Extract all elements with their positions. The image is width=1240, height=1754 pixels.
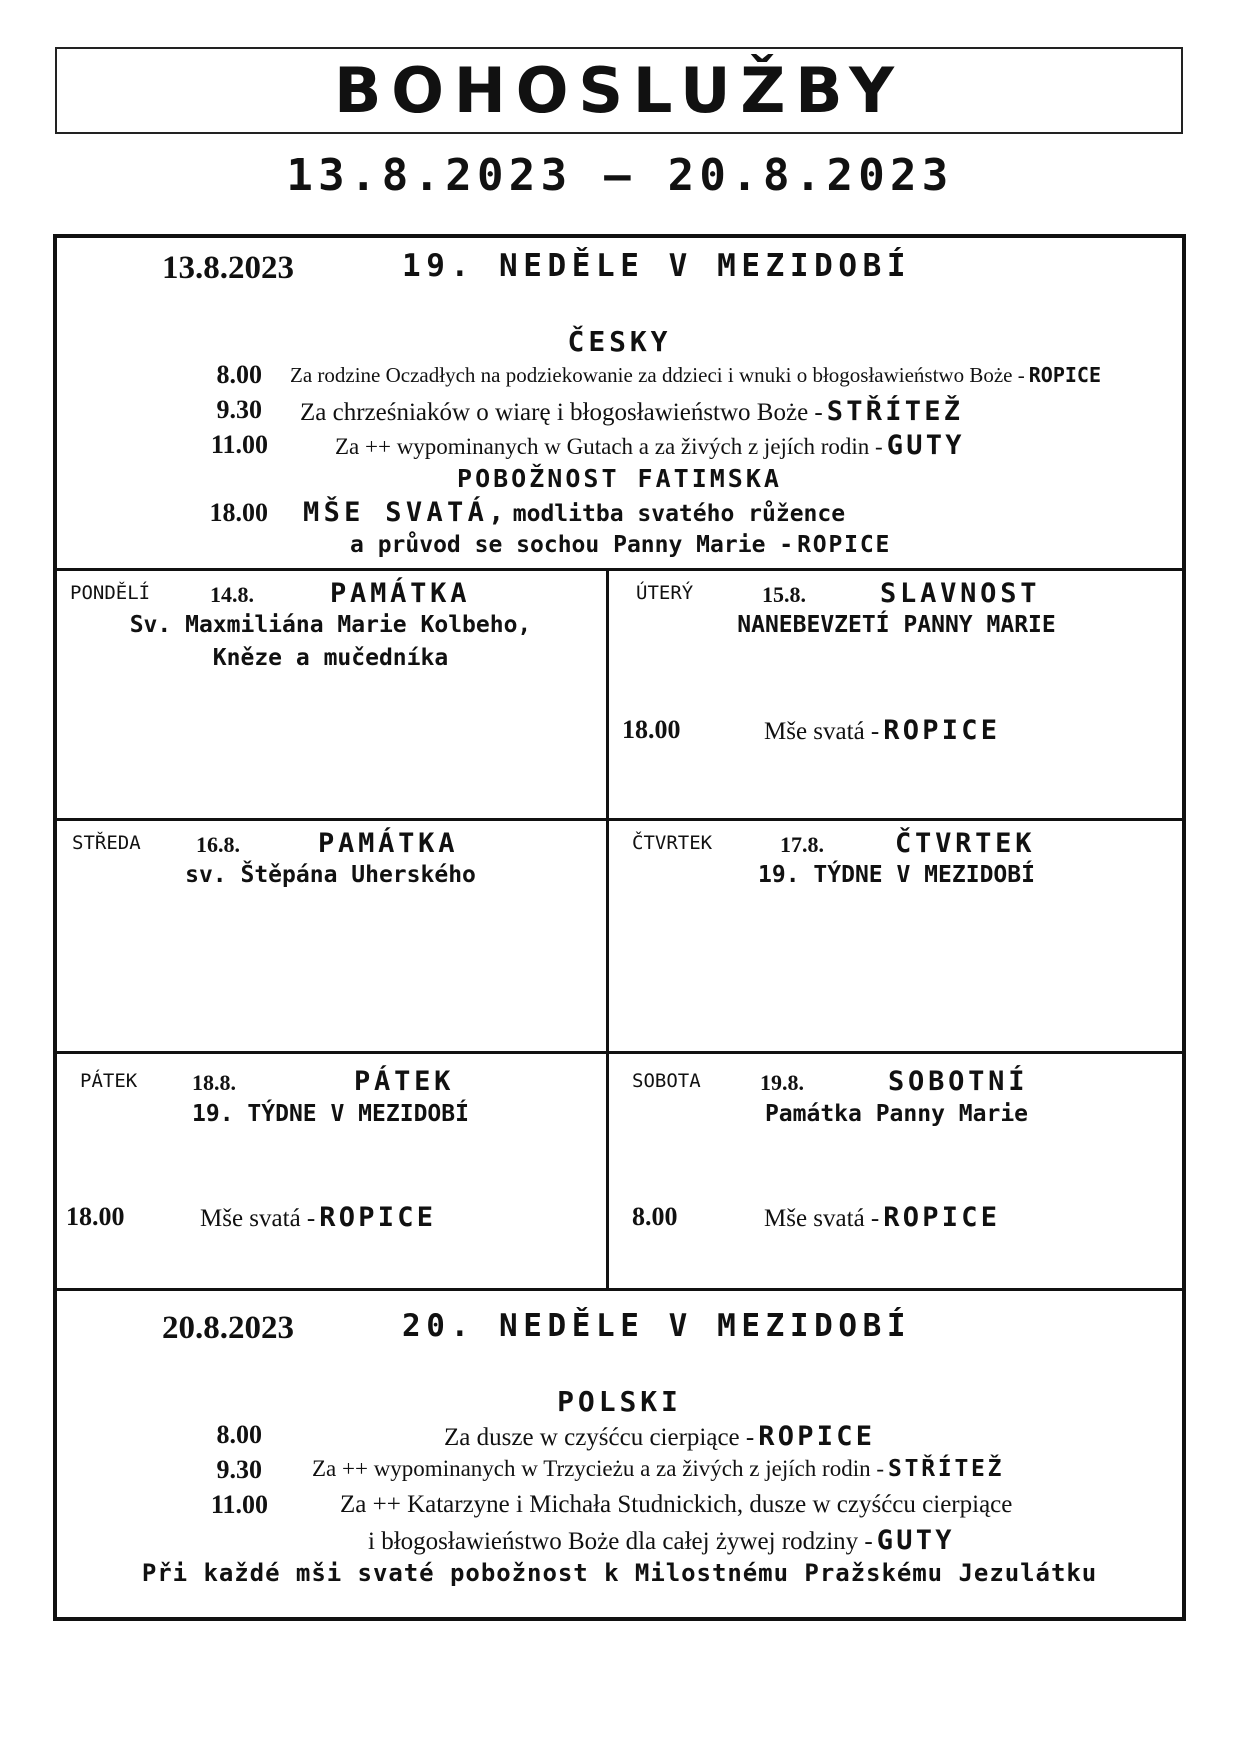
day-subtitle: Kněze a mučedníka bbox=[212, 645, 449, 671]
language-heading: ČESKY bbox=[567, 325, 672, 358]
day-date: 15.8. bbox=[762, 582, 806, 607]
weekday: PONDĚLÍ bbox=[70, 582, 151, 604]
mass-intention: Za rodzine Oczadłych na podziekowanie za ddzieci i wnuki o błogosławieństwo Boże - bbox=[290, 363, 1025, 387]
mass-row bbox=[290, 363, 1101, 388]
day-title: SLAVNOST bbox=[880, 578, 1041, 609]
divider bbox=[55, 818, 1184, 821]
evening-text: a průvod se sochou Panny Marie - bbox=[350, 532, 794, 558]
mass-place: ROPICE bbox=[758, 1421, 876, 1452]
day-date: 14.8. bbox=[210, 582, 254, 607]
language-heading: POLSKI bbox=[557, 1385, 682, 1418]
mass-time: 11.00 bbox=[210, 1490, 268, 1519]
weekday: SOBOTA bbox=[632, 1070, 701, 1092]
mass-place: ROPICE bbox=[319, 1202, 437, 1233]
mass-time: 18.00 bbox=[209, 498, 268, 527]
day-subtitle: 19. TÝDNE V MEZIDOBÍ bbox=[758, 862, 1035, 888]
mass-intention: Za ++ Katarzyne i Michała Studnickich, dusze w czyśćcu cierpiące bbox=[340, 1491, 1013, 1518]
mass-row bbox=[200, 1202, 436, 1233]
mass-place: ROPICE bbox=[797, 532, 892, 558]
mass-intention: Za dusze w czyśćcu cierpiące - bbox=[444, 1424, 755, 1451]
mass-row bbox=[764, 715, 1000, 746]
mass-label: Mše svatá - bbox=[764, 1205, 880, 1232]
day-date: 16.8. bbox=[196, 832, 240, 857]
mass-row bbox=[335, 430, 965, 461]
mass-label: MŠE SVATÁ, bbox=[303, 497, 509, 528]
evening-row bbox=[350, 532, 891, 558]
sunday-date: 13.8.2023 bbox=[162, 250, 294, 286]
mass-intention: i błogosławieństwo Boże dla całej żywej rodziny - bbox=[368, 1528, 873, 1555]
weekday: PÁTEK bbox=[80, 1070, 138, 1092]
day-subtitle: Sv. Maxmiliána Marie Kolbeho, bbox=[129, 612, 532, 638]
mass-place: GUTY bbox=[876, 1525, 955, 1556]
divider bbox=[606, 568, 609, 1290]
mass-time: 18.00 bbox=[622, 715, 681, 744]
mass-time: 8.00 bbox=[216, 360, 262, 389]
mass-row bbox=[300, 396, 963, 427]
day-subtitle: sv. Štěpána Uherského bbox=[185, 862, 476, 888]
mass-place: STŘÍTEŽ bbox=[888, 1456, 1005, 1482]
day-date: 18.8. bbox=[192, 1070, 236, 1095]
divider bbox=[55, 568, 1184, 571]
mass-place: GUTY bbox=[886, 430, 965, 461]
weekday: STŘEDA bbox=[72, 832, 141, 854]
evening-text: modlitba svatého růžence bbox=[512, 501, 846, 527]
mass-row bbox=[312, 1456, 1004, 1482]
day-title: PÁTEK bbox=[354, 1066, 455, 1097]
mass-row bbox=[764, 1202, 1000, 1233]
divider bbox=[55, 1051, 1184, 1054]
sunday-date: 20.8.2023 bbox=[162, 1310, 294, 1346]
mass-place: STŘÍTEŽ bbox=[826, 396, 964, 427]
mass-time: 8.00 bbox=[632, 1202, 678, 1231]
mass-place: ROPICE bbox=[883, 715, 1001, 746]
day-date: 17.8. bbox=[780, 832, 824, 857]
weekday: ÚTERÝ bbox=[636, 582, 694, 604]
sunday-feast: 19. NEDĚLE V MEZIDOBÍ bbox=[402, 248, 912, 284]
footer-note: Při každé mši svaté pobožnost k Milostnému Pražskému Jezulátku bbox=[141, 1559, 1098, 1587]
mass-time: 18.00 bbox=[66, 1202, 125, 1231]
mass-place: ROPICE bbox=[1028, 363, 1101, 387]
day-subtitle: NANEBEVZETÍ PANNY MARIE bbox=[737, 612, 1056, 638]
day-subtitle: 19. TÝDNE V MEZIDOBÍ bbox=[192, 1101, 469, 1127]
mass-row bbox=[368, 1525, 955, 1556]
mass-intention: Za ++ wypominanych w Gutach a za živých z jejích rodin - bbox=[335, 434, 883, 459]
divider bbox=[55, 1288, 1184, 1291]
mass-time: 9.30 bbox=[216, 395, 262, 424]
mass-label: Mše svatá - bbox=[200, 1205, 316, 1232]
day-title: ČTVRTEK bbox=[895, 828, 1036, 859]
mass-label: Mše svatá - bbox=[764, 718, 880, 745]
day-date: 19.8. bbox=[760, 1070, 804, 1095]
mass-time: 8.00 bbox=[216, 1420, 262, 1449]
day-title: PAMÁTKA bbox=[318, 828, 459, 859]
sunday-feast: 20. NEDĚLE V MEZIDOBÍ bbox=[402, 1308, 912, 1344]
evening-row bbox=[303, 497, 845, 528]
mass-row bbox=[444, 1421, 875, 1452]
mass-place: ROPICE bbox=[883, 1202, 1001, 1233]
day-title: PAMÁTKA bbox=[330, 578, 471, 609]
devotion-title: POBOŽNOST FATIMSKA bbox=[457, 464, 782, 493]
date-range: 13.8.2023 – 20.8.2023 bbox=[286, 150, 954, 201]
mass-intention: Za chrześniaków o wiarę i błogosławieństwo Boże - bbox=[300, 399, 823, 426]
mass-intention: Za ++ wypominanych w Trzycieżu a za živých z jejích rodin - bbox=[312, 1456, 885, 1481]
page-title: BOHOSLUŽBY bbox=[334, 54, 904, 127]
weekday: ČTVRTEK bbox=[632, 832, 713, 854]
mass-time: 11.00 bbox=[210, 430, 268, 459]
mass-time: 9.30 bbox=[216, 1455, 262, 1484]
day-subtitle: Památka Panny Marie bbox=[764, 1101, 1029, 1127]
day-title: SOBOTNÍ bbox=[888, 1066, 1029, 1097]
